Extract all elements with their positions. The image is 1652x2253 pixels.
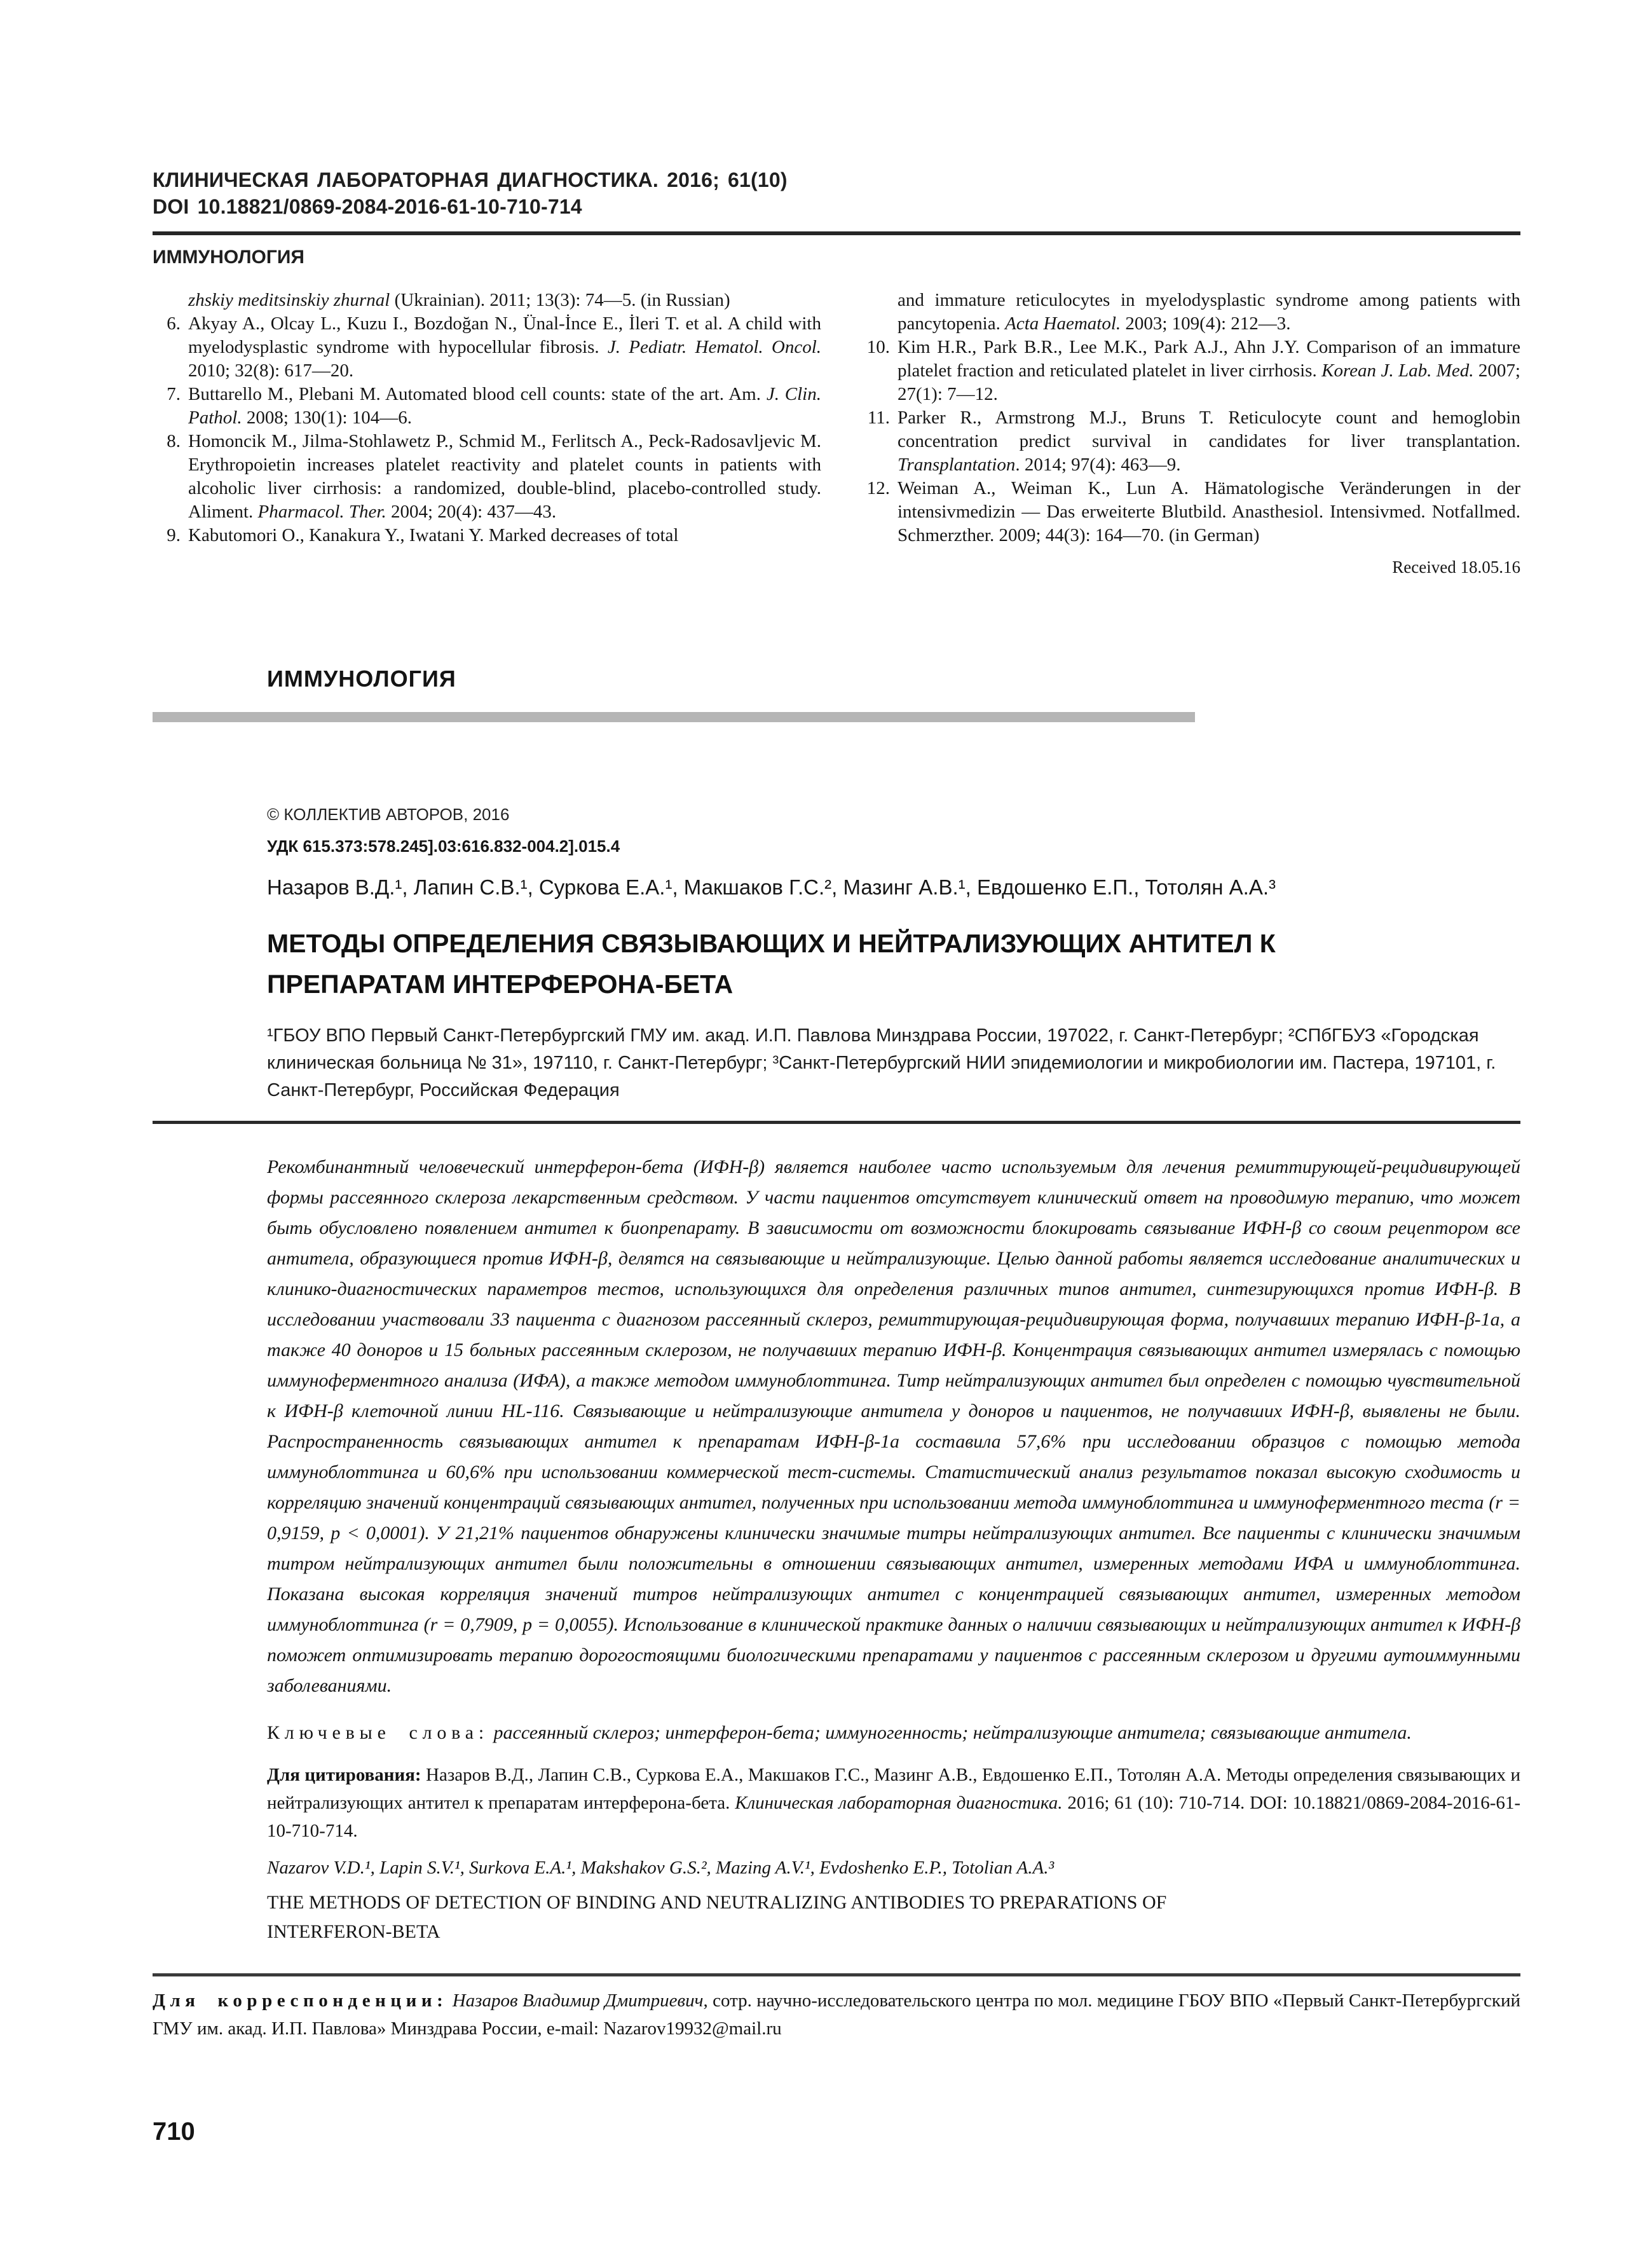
article-title-ru xyxy=(267,923,1520,1004)
received-date: Received 18.05.16 xyxy=(1392,558,1520,577)
references-section xyxy=(153,289,1520,577)
reference-item xyxy=(153,289,821,312)
reference-item xyxy=(862,406,1520,477)
text-segment: . 2014; 97(4): 463—9. xyxy=(1015,455,1181,475)
reference-text xyxy=(188,525,679,545)
text-segment: рассеянный склероз; интерферон-бета; иммуногенность; нейтрализующие антитела; связывающие антитела. xyxy=(493,1722,1412,1743)
text-segment: 2008; 130(1): 104—6. xyxy=(242,407,413,428)
doi-line: DOI 10.18821/0869-2084-2016-61-10-710-714 xyxy=(153,195,582,218)
udk-number: УДК 615.373:578.245].03:616.832-004.2].015.4 xyxy=(267,837,620,856)
references-column-right xyxy=(862,289,1520,577)
reference-number: 6. xyxy=(167,313,181,334)
text-segment: Pharmacol. Ther. xyxy=(257,502,386,522)
reference-item xyxy=(862,289,1520,336)
reference-number: 11. xyxy=(867,407,890,428)
correspondence-note xyxy=(153,1987,1520,2043)
article-title-en xyxy=(267,1888,1520,1947)
reference-item xyxy=(153,524,821,547)
reference-item xyxy=(153,383,821,430)
reference-item xyxy=(862,477,1520,547)
article-title-ru-line2: ПРЕПАРАТАМ ИНТЕРФЕРОНА-БЕТА xyxy=(267,969,734,999)
text-segment: Назаров В.Д., Лапин С.В., Суркова Е.А., Макшаков Г.С., Мазинг А.В., Евдошенко Е.П., Тотолян А.А. Методы определения связывающих и нейтрализующих антител к препаратам интерферона-бета. xyxy=(267,1765,1520,1813)
text-segment: J. Clin. Pathol. xyxy=(188,384,821,428)
text-segment xyxy=(447,1990,452,2011)
text-segment: Ключевые слова: xyxy=(267,1722,489,1743)
text-segment: Клиническая лабораторная диагностика. xyxy=(735,1793,1063,1813)
text-segment: Transplantation xyxy=(898,455,1016,475)
reference-text xyxy=(188,384,821,428)
reference-text xyxy=(898,407,1520,475)
text-segment: zhskiy meditsinskiy zhurnal xyxy=(188,290,390,310)
text-segment: Назаров Владимир Дмитриевич xyxy=(452,1990,704,2011)
text-segment: Weiman A., Weiman K., Lun A. Hämatologische Veränderungen in der intensivmedizin — Das erweiterte Blutbild. Anasthesiol. Intensivmed. Notfallmed. Schmerzther. 2009; 44(3): 164—70. (in German) xyxy=(898,478,1520,545)
reference-text xyxy=(898,290,1520,334)
affiliations: ¹ГБОУ ВПО Первый Санкт-Петербургский ГМУ им. акад. И.П. Павлова Минздрава России, 197022, г. Санкт-Петербург; ²СПбГБУЗ «Городская клиническая больница № 31», 197110, г. Санкт-Петербург; ³Санкт-Петербургский НИИ эпидемиологии и микробиологии им. Пастера, 197101, г. Санкт-Петербург, Российская Федерация xyxy=(267,1025,1496,1100)
reference-number: 7. xyxy=(167,384,181,404)
references-list-right xyxy=(862,289,1520,547)
reference-text xyxy=(898,478,1520,545)
article-title-ru-line1: МЕТОДЫ ОПРЕДЕЛЕНИЯ СВЯЗЫВАЮЩИХ И НЕЙТРАЛИЗУЮЩИХ АНТИТЕЛ К xyxy=(267,929,1276,958)
reference-text xyxy=(188,290,730,310)
reference-number: 8. xyxy=(167,431,181,451)
text-segment: and immature reticulocytes in myelodysplastic syndrome among patients with pancytopenia. xyxy=(898,290,1520,334)
article-title-en-line2: INTERFERON-BETA xyxy=(267,1921,440,1942)
text-segment: Homoncik M., Jilma-Stohlawetz P., Schmid M., Ferlitsch A., Peck-Radosavljevic M. Erythropoietin increases platelet reactivity and platelet counts in patients with alcoholic liver cirrhosis: a randomized, double-blind, placebo-controlled study. Aliment. xyxy=(188,431,821,522)
reference-number: 9. xyxy=(167,525,181,545)
reference-text xyxy=(188,431,821,522)
journal-masthead xyxy=(153,167,1520,270)
text-segment: Akyay A., Olcay L., Kuzu I., Bozdoğan N., Ünal-İnce E., İleri T. et al. A child with myelodysplastic syndrome with hypocellular fibrosis. xyxy=(188,313,821,357)
text-segment: J. Pediatr. Hematol. Oncol. xyxy=(607,337,822,357)
citation-note xyxy=(267,1761,1520,1845)
text-segment: 2004; 20(4): 437—43. xyxy=(386,502,557,522)
reference-number: 12. xyxy=(866,478,890,498)
reference-number: 10. xyxy=(866,337,890,357)
section-divider-bar xyxy=(153,712,1195,722)
text-segment: Для корреспонденции: xyxy=(153,1990,448,2011)
text-segment: 2016; 61 (10): 710-714. DOI: 10.18821/0869-2084-2016-61-10-710-714. xyxy=(267,1793,1521,1841)
journal-header: КЛИНИЧЕСКАЯ ЛАБОРАТОРНАЯ ДИАГНОСТИКА. 2016; 61(10) xyxy=(153,168,788,191)
page-number: 710 xyxy=(153,2118,195,2146)
text-segment: Buttarello M., Plebani M. Automated blood cell counts: state of the art. Am. xyxy=(188,384,767,404)
reference-item xyxy=(153,430,821,524)
authors-en: Nazarov V.D.¹, Lapin S.V.¹, Surkova E.A.¹, Makshakov G.S.², Mazing A.V.¹, Evdoshenko E.P., Totolian A.A.³ xyxy=(267,1858,1055,1878)
article-header-block xyxy=(267,804,1520,1104)
text-segment: , сотр. научно-исследовательского центра по мол. медицине ГБОУ ВПО «Первый Санкт-Петербургский ГМУ им. акад. И.П. Павлова» Минздрава России, e-mail: Nazarov19932@mail.ru xyxy=(153,1990,1520,2039)
keywords xyxy=(267,1718,1520,1748)
reference-text xyxy=(898,337,1520,404)
section-heading: ИММУНОЛОГИЯ xyxy=(267,666,456,692)
running-section-label: ИММУНОЛОГИЯ xyxy=(153,247,304,268)
text-segment: Acta Haematol. xyxy=(1005,313,1121,334)
copyright-notice: © КОЛЛЕКТИВ АВТОРОВ, 2016 xyxy=(267,805,510,824)
reference-text xyxy=(188,313,821,381)
header-divider xyxy=(153,231,1520,235)
article-title-en-line1: THE METHODS OF DETECTION OF BINDING AND NEUTRALIZING ANTIBODIES TO PREPARATIONS OF xyxy=(267,1892,1167,1913)
text-segment: Kabutomori O., Kanakura Y., Iwatani Y. Marked decreases of total xyxy=(188,525,679,545)
text-segment: 2003; 109(4): 212—3. xyxy=(1121,313,1291,334)
authors-ru: Назаров В.Д.¹, Лапин С.В.¹, Суркова Е.А.¹, Макшаков Г.С.², Мазинг А.В.¹, Евдошенко Е.П., Тотолян А.А.³ xyxy=(267,875,1276,899)
affiliation-divider xyxy=(153,1121,1520,1124)
text-segment: Parker R., Armstrong M.J., Bruns T. Reticulocyte count and hemoglobin concentration predict survival in candidates for liver transplantation. xyxy=(898,407,1520,451)
text-segment: Для цитирования: xyxy=(267,1765,421,1785)
text-segment: Kim H.R., Park B.R., Lee M.K., Park A.J., Ahn J.Y. Comparison of an immature platelet fraction and reticulated platelet in liver cirrhosis. xyxy=(898,337,1520,381)
reference-item xyxy=(153,312,821,383)
references-column-left xyxy=(153,289,821,577)
abstract-text: Рекомбинантный человеческий интерферон-бета (ИФН-β) является наиболее часто используемым для лечения ремиттирующей-рецидивирующей формы рассеянного склероза лекарственным средством. У части пациентов отсутствует клинический ответ на проводимую терапию, что может быть обусловлено появлением антител к биопрепарату. В зависимости от возможности блокировать связывание ИФН-β со своим рецептором все антитела, образующиеся против ИФН-β, делятся на связывающие и нейтрализующие. Целью данной работы является исследование аналитических и клинико-диагностических параметров тестов, использующихся для определения различных типов антител, синтезирующихся против ИФН-β. В исследовании участвовали 33 пациента с диагнозом рассеянный склероз, ремиттирующая-рецидивирующая форма, получавших терапию ИФН-β-1а, а также 40 доноров и 15 больных рассеянным склерозом, не получавших терапию ИФН-β. Концентрация связывающих антител измерялась с помощью иммуноферментного анализа (ИФА), а также методом иммуноблоттинга. Титр нейтрализующих антител был определен с помощью чувствительной к ИФН-β клеточной линии HL-116. Связывающие и нейтрализующие антитела у доноров и пациентов, не получавших ИФН-β, выявлены не были. Распространенность связывающих антител к препаратам ИФН-β-1а составила 57,6% при исследовании образцов с помощью метода иммуноблоттинга и 60,6% при использовании коммерческой тест-системы. Статистический анализ результатов показал высокую сходимость и корреляцию значений концентраций связывающих антител, полученных при использовании метода иммуноблоттинга и иммуноферментного теста (r = 0,9159, p < 0,0001). У 21,21% пациентов обнаружены клинически значимые титры нейтрализующих антител. Все пациенты с клинически значимым титром нейтрализующих антител были положительны в отношении связывающих антител, измеренных методами ИФА и иммуноблоттинга. Показана высокая корреляция значений титров нейтрализующих антител с концентрацией связывающих антител, измеренных методом иммуноблоттинга (r = 0,7909, p = 0,0055). Использование в клинической практике данных о наличии связывающих и нейтрализующих антител к ИФН-β поможет оптимизировать терапию дорогостоящими биологическими препаратами у пациентов с рассеянным склерозом и другими аутоиммунными заболеваниями. xyxy=(267,1156,1520,1696)
footer-divider xyxy=(153,1973,1520,1976)
text-segment: 2010; 32(8): 617—20. xyxy=(188,360,354,381)
text-segment: Korean J. Lab. Med. xyxy=(1321,360,1474,381)
abstract-block xyxy=(267,1152,1520,1947)
text-segment: (Ukrainian). 2011; 13(3): 74—5. (in Russian) xyxy=(390,290,730,310)
text-segment xyxy=(489,1722,494,1743)
text-segment: 2007; 27(1): 7—12. xyxy=(898,360,1520,404)
reference-item xyxy=(862,336,1520,406)
